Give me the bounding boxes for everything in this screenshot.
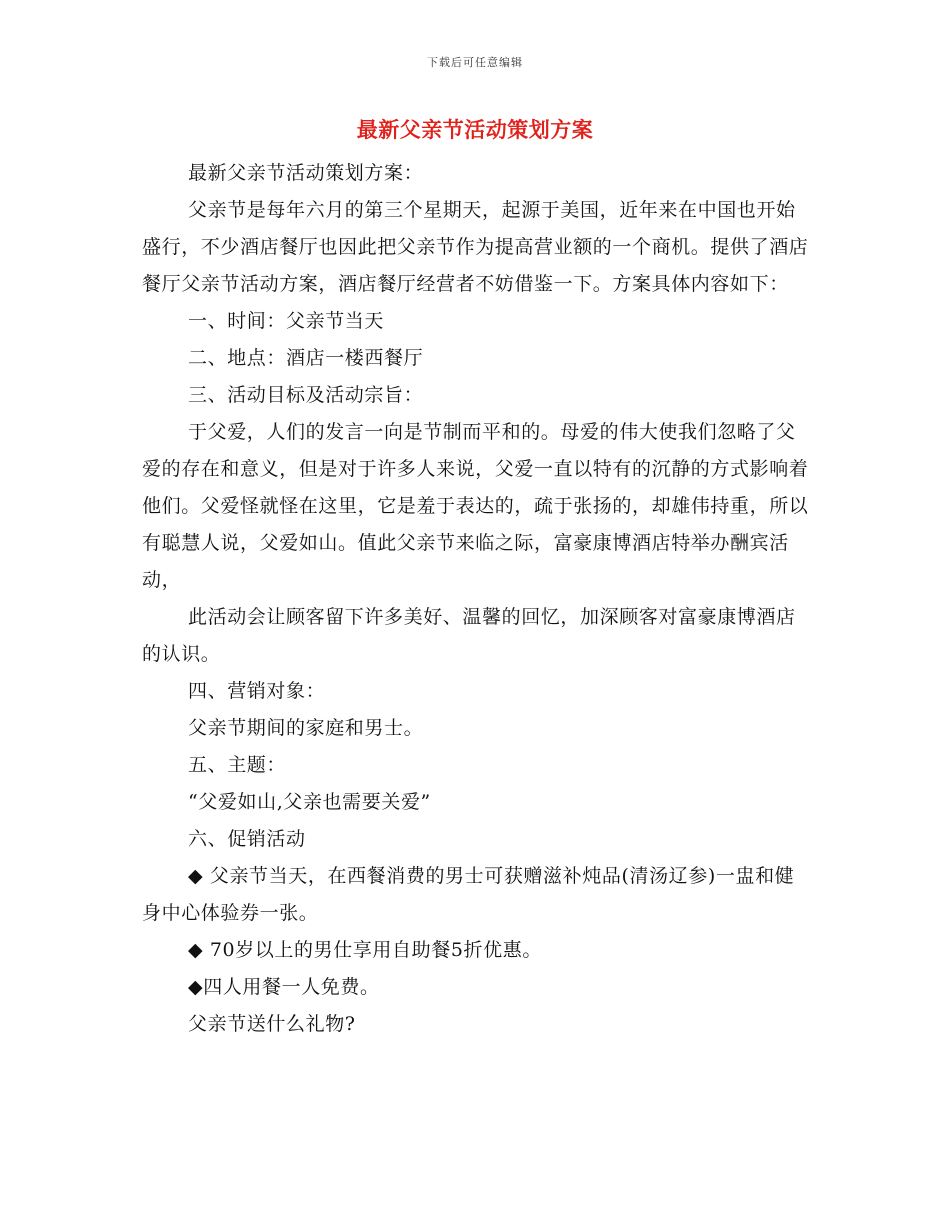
paragraph-theme-text: “父爱如山,父亲也需要关爱” (188, 791, 431, 813)
paragraph-promo-heading: 六、促销活动 (188, 828, 306, 850)
paragraph-promo-item-1: ◆ 父亲节当天，在西餐消费的男士可获赠滋补炖品(清汤辽参)一盅和健身中心体验券一张。 (142, 865, 795, 924)
paragraph-target-text: 父亲节期间的家庭和男士。 (188, 717, 424, 739)
paragraph-location: 二、地点：酒店一楼西餐厅 (188, 347, 424, 369)
paragraph-intro: 最新父亲节活动策划方案： (188, 162, 424, 184)
document-body (142, 155, 810, 1043)
paragraph-promo-item-2: ◆ 70岁以上的男仕享用自助餐5折优惠。 (188, 939, 542, 961)
page-header-note: 下载后可任意编辑 (427, 56, 523, 69)
paragraph-time: 一、时间：父亲节当天 (188, 310, 385, 332)
paragraph-goal-text-2: 此活动会让顾客留下许多美好、温馨的回忆，加深顾客对富豪康博酒店的认识。 (142, 606, 796, 665)
paragraph-promo-item-3: ◆四人用餐一人免费。 (188, 976, 380, 998)
paragraph-goal-heading: 三、活动目标及活动宗旨： (188, 384, 424, 406)
paragraph-theme-heading: 五、主题： (188, 754, 287, 776)
paragraph-background: 父亲节是每年六月的第三个星期天，起源于美国，近年来在中国也开始盛行，不少酒店餐厅也因此把父亲节作为提高营业额的一个商机。提供了酒店餐厅父亲节活动方案，酒店餐厅经营者不妨借鉴一下。方案具体内容如下： (142, 199, 809, 295)
paragraph-target-heading: 四、营销对象： (188, 680, 326, 702)
paragraph-gift-question: 父亲节送什么礼物? (188, 1013, 356, 1035)
document-title: 最新父亲节活动策划方案 (356, 117, 594, 142)
paragraph-goal-text: 于父爱，人们的发言一向是节制而平和的。母爱的伟大使我们忽略了父爱的存在和意义，但是对于许多人来说，父爱一直以特有的沉静的方式影响着他们。父爱怪就怪在这里，它是羞于表达的，疏于张扬的，却雄伟持重，所以有聪慧人说，父爱如山。值此父亲节来临之际，富豪康博酒店特举办酬宾活动， (142, 421, 809, 591)
